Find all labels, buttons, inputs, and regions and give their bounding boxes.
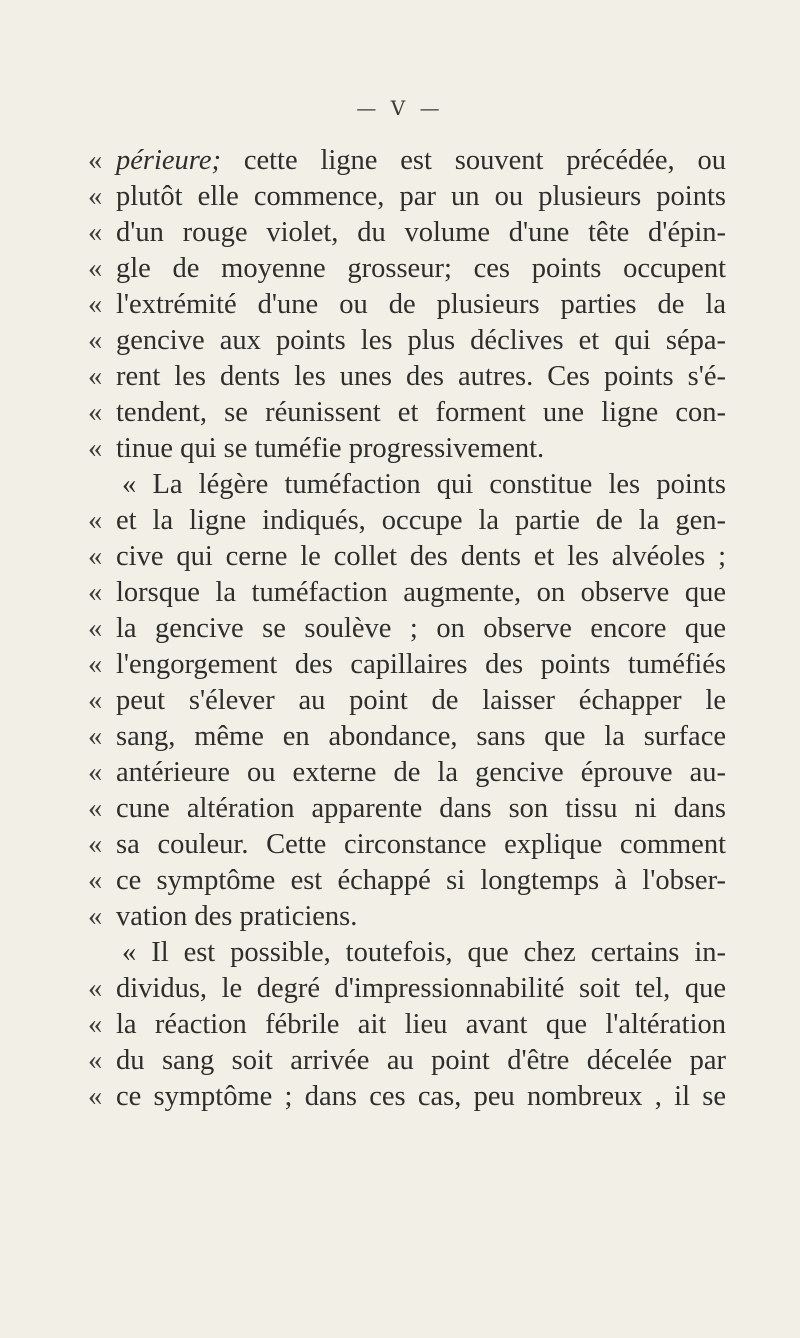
text-line: [88, 179, 726, 215]
text-line: [88, 251, 726, 287]
quote-mark: «: [88, 613, 103, 644]
quote-mark: «: [88, 433, 103, 464]
line-text: gle de moyenne grosseur; ces points occupent: [116, 253, 726, 284]
text-line: [88, 395, 726, 431]
line-text: vation des praticiens.: [116, 901, 358, 932]
line-text: dividus, le degré d'impressionnabilité soit tel, que: [116, 973, 726, 1004]
text-line: [88, 827, 726, 863]
page-number: — V —: [356, 96, 444, 120]
line-text: rent les dents les unes des autres. Ces points s'é-: [116, 361, 726, 392]
quote-mark: «: [88, 1081, 103, 1112]
line-text: ce symptôme est échappé si longtemps à l'obser-: [116, 865, 726, 896]
quote-mark: «: [88, 649, 103, 680]
quote-mark: «: [88, 973, 103, 1004]
quote-mark: «: [88, 145, 103, 176]
quote-mark: «: [88, 829, 103, 860]
quote-mark: «: [88, 685, 103, 716]
text-line: [88, 431, 726, 467]
quote-mark: «: [88, 361, 103, 392]
line-text: cive qui cerne le collet des dents et les alvéoles ;: [116, 541, 726, 572]
line-text: sang, même en abondance, sans que la surface: [116, 721, 726, 752]
line-text: « La légère tuméfaction qui constitue les points: [122, 469, 726, 500]
text-line: [88, 1007, 726, 1043]
line-text: tinue qui se tuméfie progressivement.: [116, 433, 545, 464]
line-text: ce symptôme ; dans ces cas, peu nombreux , il se: [116, 1081, 726, 1112]
paragraph-start-line: [88, 467, 726, 503]
quote-mark: «: [88, 577, 103, 608]
quote-mark: «: [88, 217, 103, 248]
quote-mark: «: [88, 757, 103, 788]
quote-mark: «: [88, 901, 103, 932]
quote-mark: «: [88, 325, 103, 356]
text-line: [88, 791, 726, 827]
body-text: [88, 143, 726, 1115]
text-line: [88, 215, 726, 251]
line-text: l'extrémité d'une ou de plusieurs parties de la: [116, 289, 726, 320]
quote-mark: «: [88, 505, 103, 536]
text-line: [88, 539, 726, 575]
line-text: plutôt elle commence, par un ou plusieurs points: [116, 181, 726, 212]
text-line: [88, 287, 726, 323]
text-line: [88, 899, 726, 935]
text-line: [88, 863, 726, 899]
text-line: [88, 359, 726, 395]
line-text: antérieure ou externe de la gencive éprouve au-: [116, 757, 726, 788]
quote-mark: «: [88, 793, 103, 824]
quote-mark: «: [88, 1009, 103, 1040]
italic-word: périeure;: [116, 145, 221, 176]
paragraph-start-line: [88, 935, 726, 971]
line-text: tendent, se réunissent et forment une ligne con-: [116, 397, 726, 428]
quote-mark: «: [88, 1045, 103, 1076]
line-text: l'engorgement des capillaires des points tuméfiés: [116, 649, 726, 680]
line-text: lorsque la tuméfaction augmente, on observe que: [116, 577, 726, 608]
line-text: « Il est possible, toutefois, que chez certains in-: [122, 937, 726, 968]
line-text: la gencive se soulève ; on observe encore que: [116, 613, 726, 644]
quote-mark: «: [88, 721, 103, 752]
line-text: sa couleur. Cette circonstance explique comment: [116, 829, 726, 860]
line-text: d'un rouge violet, du volume d'une tête d'épin-: [116, 217, 726, 248]
line-text: et la ligne indiqués, occupe la partie de la gen-: [116, 505, 726, 536]
line-text: cette ligne est souvent précédée, ou: [220, 145, 726, 176]
line-text: gencive aux points les plus déclives et qui sépa-: [116, 325, 726, 356]
line-text: la réaction fébrile ait lieu avant que l'altération: [116, 1009, 726, 1040]
text-line: [88, 143, 726, 179]
text-line: [88, 1079, 726, 1115]
text-line: [88, 719, 726, 755]
text-line: [88, 971, 726, 1007]
line-text: du sang soit arrivée au point d'être décelée par: [116, 1045, 726, 1076]
quote-mark: «: [88, 253, 103, 284]
text-line: [88, 323, 726, 359]
line-text: peut s'élever au point de laisser échapper le: [116, 685, 726, 716]
text-line: [88, 647, 726, 683]
line-text: cune altération apparente dans son tissu ni dans: [116, 793, 726, 824]
text-line: [88, 683, 726, 719]
text-line: [88, 1043, 726, 1079]
quote-mark: «: [88, 541, 103, 572]
quote-mark: «: [88, 181, 103, 212]
quote-mark: «: [88, 865, 103, 896]
text-line: [88, 575, 726, 611]
text-line: [88, 755, 726, 791]
text-line: [88, 611, 726, 647]
quote-mark: «: [88, 289, 103, 320]
quote-mark: «: [88, 397, 103, 428]
text-line: [88, 503, 726, 539]
